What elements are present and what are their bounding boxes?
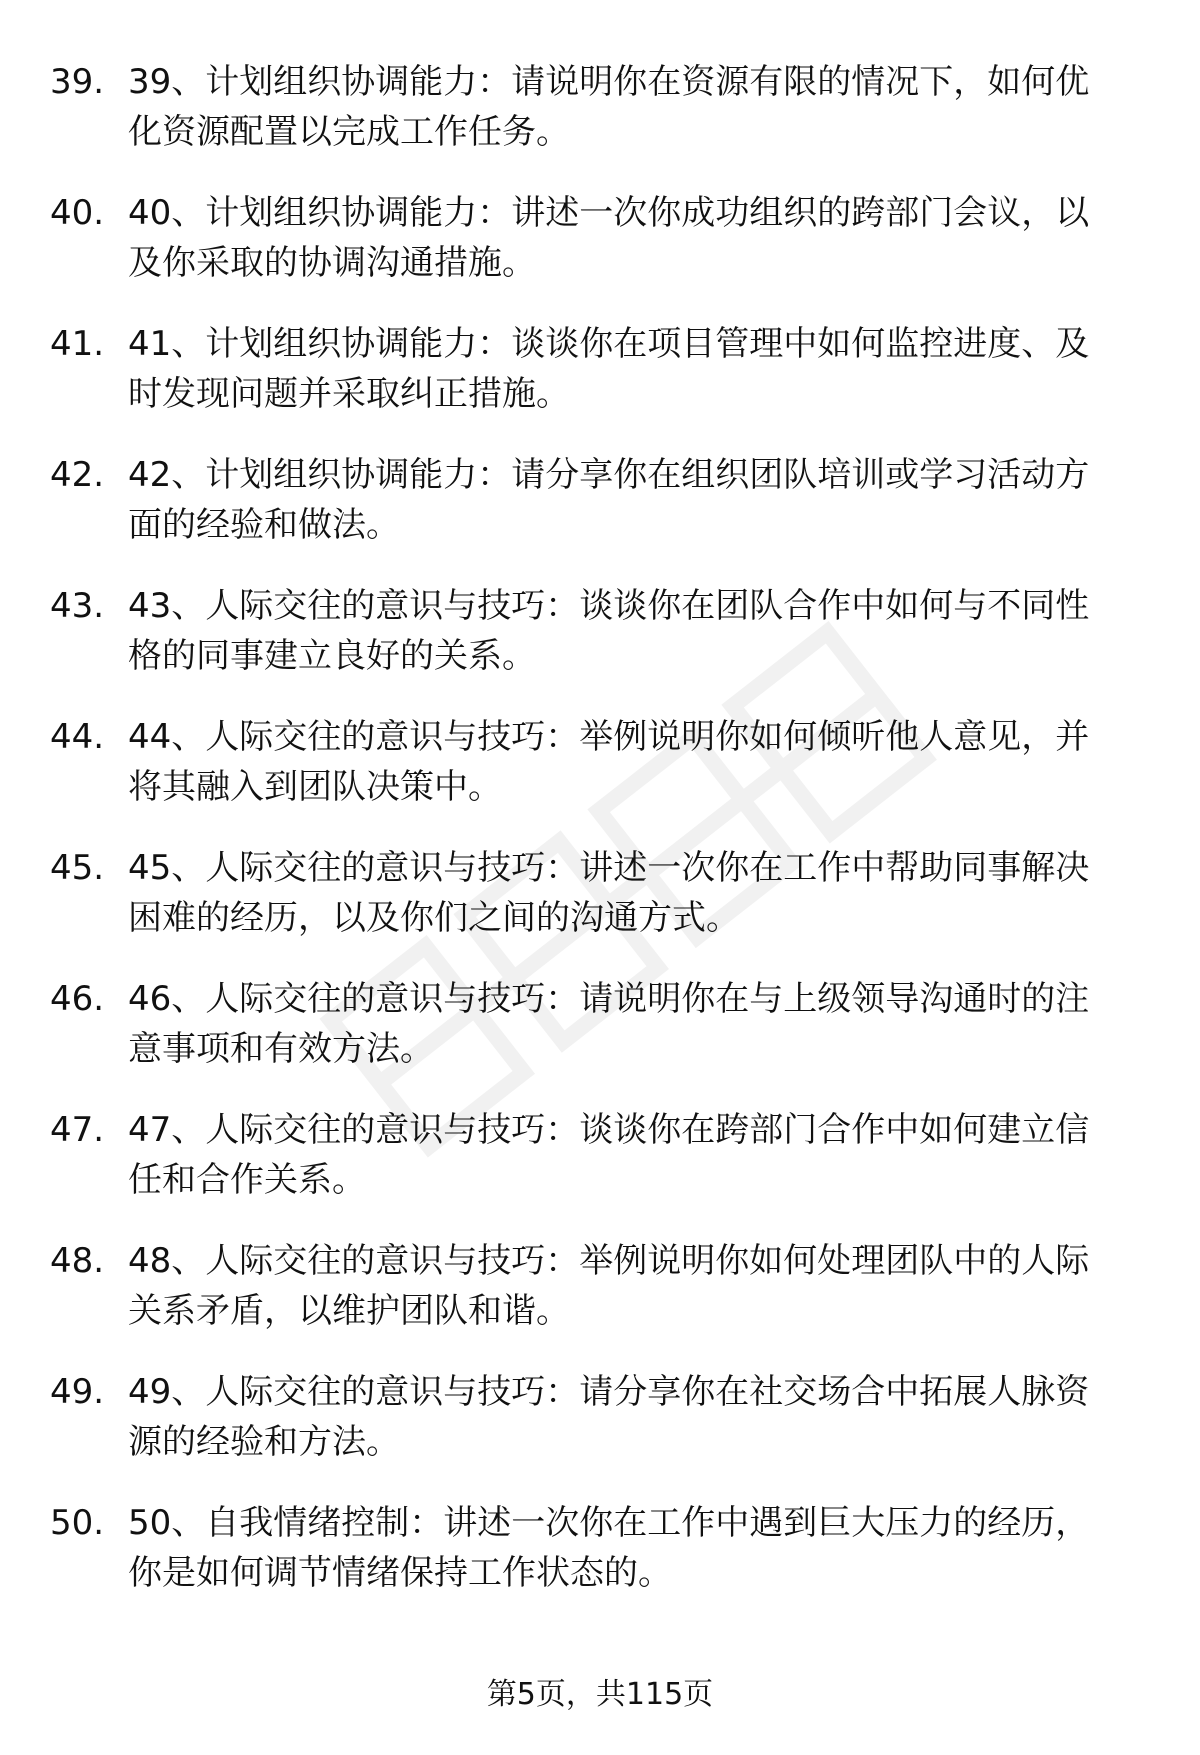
item-text-line-2: 困难的经历，以及你们之间的沟通方式。	[128, 898, 740, 938]
item-text-line-1: 39、计划组织协调能力：请说明你在资源有限的情况下，如何优	[128, 62, 1090, 102]
item-number: 43.	[50, 586, 105, 626]
list-item	[0, 842, 1200, 973]
list-item	[0, 187, 1200, 318]
list-item	[0, 318, 1200, 449]
list-item	[0, 1104, 1200, 1235]
item-text-line-1: 41、计划组织协调能力：谈谈你在项目管理中如何监控进度、及	[128, 324, 1090, 364]
list-item	[0, 1366, 1200, 1497]
item-number: 47.	[50, 1110, 105, 1150]
item-text-line-2: 及你采取的协调沟通措施。	[128, 243, 536, 283]
item-number: 45.	[50, 848, 105, 888]
item-number: 41.	[50, 324, 105, 364]
item-number: 39.	[50, 62, 105, 102]
list-item	[0, 449, 1200, 580]
item-text-line-2: 时发现问题并采取纠正措施。	[128, 374, 570, 414]
item-text-line-2: 关系矛盾，以维护团队和谐。	[128, 1291, 570, 1331]
item-text-line-1: 44、人际交往的意识与技巧：举例说明你如何倾听他人意见，并	[128, 717, 1090, 757]
item-text-line-2: 将其融入到团队决策中。	[128, 767, 502, 807]
item-number: 40.	[50, 193, 105, 233]
list-item	[0, 711, 1200, 842]
list-item	[0, 1235, 1200, 1366]
item-text-line-2: 任和合作关系。	[128, 1160, 366, 1200]
item-text-line-1: 49、人际交往的意识与技巧：请分享你在社交场合中拓展人脉资	[128, 1372, 1090, 1412]
item-text-line-2: 化资源配置以完成工作任务。	[128, 112, 570, 152]
list-item	[0, 973, 1200, 1104]
item-text-line-1: 40、计划组织协调能力：讲述一次你成功组织的跨部门会议，以	[128, 193, 1090, 233]
item-text-line-2: 格的同事建立良好的关系。	[128, 636, 536, 676]
item-number: 50.	[50, 1503, 105, 1543]
item-number: 49.	[50, 1372, 105, 1412]
item-text-line-1: 50、自我情绪控制：讲述一次你在工作中遇到巨大压力的经历，	[128, 1503, 1090, 1543]
item-text-line-1: 48、人际交往的意识与技巧：举例说明你如何处理团队中的人际	[128, 1241, 1090, 1281]
question-list	[0, 56, 1200, 1628]
page-footer: 第5页，共115页	[486, 1677, 714, 1712]
item-number: 48.	[50, 1241, 105, 1281]
item-number: 46.	[50, 979, 105, 1019]
item-text-line-1: 45、人际交往的意识与技巧：讲述一次你在工作中帮助同事解决	[128, 848, 1090, 888]
item-text-line-1: 46、人际交往的意识与技巧：请说明你在与上级领导沟通时的注	[128, 979, 1090, 1019]
item-number: 44.	[50, 717, 105, 757]
item-text-line-2: 你是如何调节情绪保持工作状态的。	[128, 1553, 672, 1593]
list-item	[0, 580, 1200, 711]
item-text-line-1: 47、人际交往的意识与技巧：谈谈你在跨部门合作中如何建立信	[128, 1110, 1090, 1150]
item-text-line-2: 源的经验和方法。	[128, 1422, 400, 1462]
item-text-line-2: 意事项和有效方法。	[128, 1029, 434, 1069]
list-item	[0, 1497, 1200, 1628]
item-text-line-2: 面的经验和做法。	[128, 505, 400, 545]
item-text-line-1: 43、人际交往的意识与技巧：谈谈你在团队合作中如何与不同性	[128, 586, 1090, 626]
item-number: 42.	[50, 455, 105, 495]
list-item	[0, 56, 1200, 187]
item-text-line-1: 42、计划组织协调能力：请分享你在组织团队培训或学习活动方	[128, 455, 1090, 495]
